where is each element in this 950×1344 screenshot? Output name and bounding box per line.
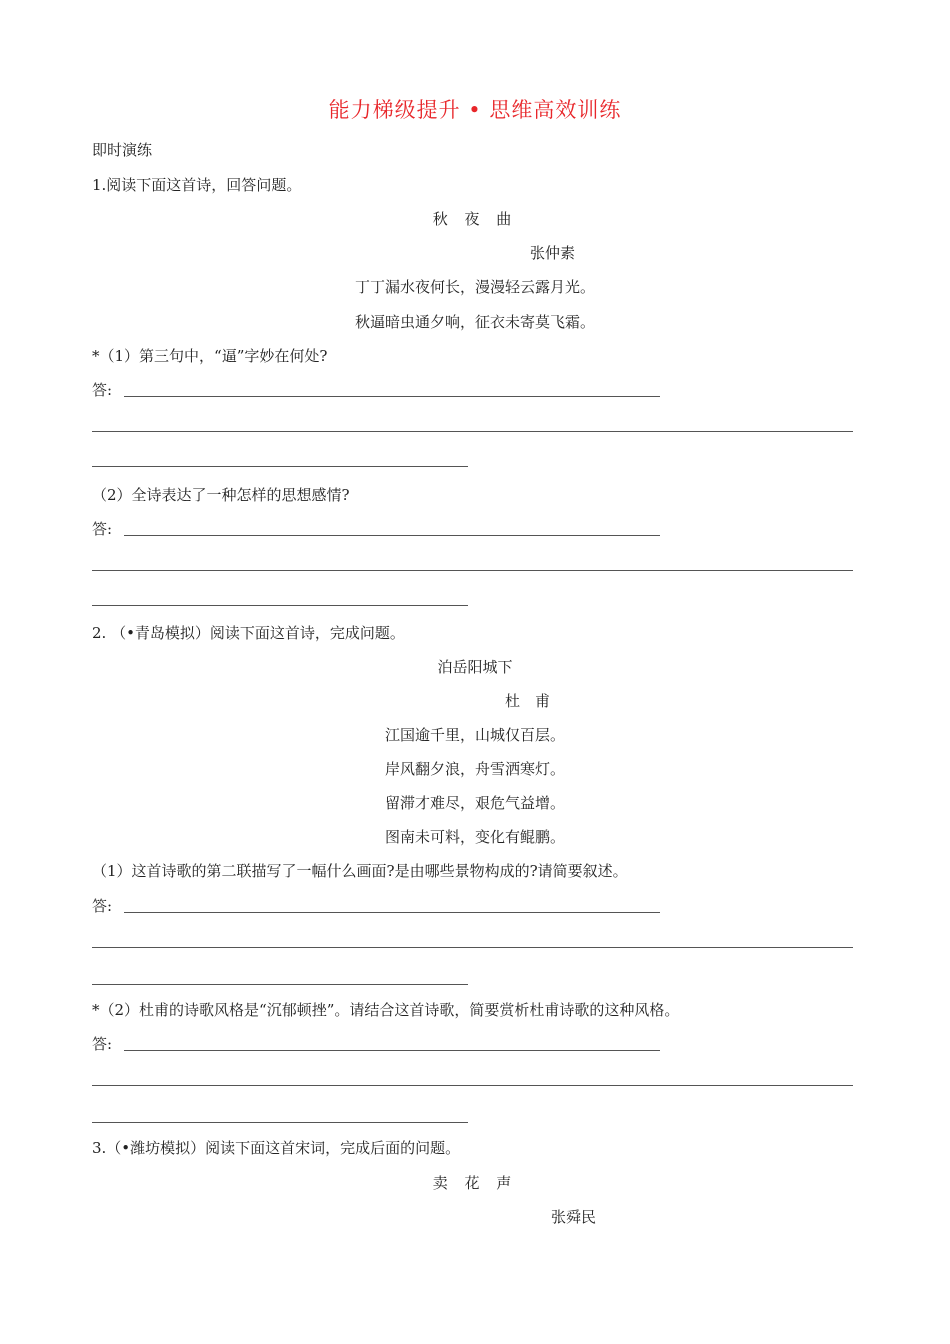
- q3-author: 张舜民: [551, 1208, 597, 1226]
- q3-prompt: 3.（•潍坊模拟）阅读下面这首宋词，完成后面的问题。: [92, 1139, 461, 1157]
- answer-label: 答:: [92, 520, 113, 538]
- q2-poem-line-2: 岸风翻夕浪，舟雪洒寒灯。: [384, 760, 565, 778]
- answer-line[interactable]: [124, 396, 660, 397]
- answer-label: 答:: [92, 1035, 113, 1053]
- answer-line[interactable]: [92, 984, 468, 985]
- q2-poem-line-1: 江国逾千里，山城仅百层。: [384, 726, 565, 744]
- answer-line[interactable]: [92, 947, 853, 948]
- q2-sub1: （1）这首诗歌的第二联描写了一幅什么画面?是由哪些景物构成的?请简要叙述。: [92, 862, 628, 880]
- q2-poem-line-3: 留滞才难尽，艰危气益增。: [384, 794, 565, 812]
- q1-sub2: （2）全诗表达了一种怎样的思想感情?: [92, 486, 350, 504]
- q1-poem-line-1: 丁丁漏水夜何长，漫漫轻云露月光。: [354, 278, 595, 296]
- q2-poem-title: 泊岳阳城下: [437, 658, 513, 676]
- answer-line[interactable]: [124, 912, 660, 913]
- answer-line[interactable]: [124, 535, 660, 536]
- answer-line[interactable]: [92, 466, 468, 467]
- q1-prompt: 1.阅读下面这首诗，回答问题。: [92, 176, 302, 194]
- q2-sub2: *（2）杜甫的诗歌风格是“沉郁顿挫”。请结合这首诗歌，简要赏析杜甫诗歌的这种风格。: [92, 1001, 680, 1019]
- answer-line[interactable]: [92, 570, 853, 571]
- q1-poem-title: 秋 夜 曲: [432, 210, 518, 228]
- q2-prompt: 2. （•青岛模拟）阅读下面这首诗，完成问题。: [92, 624, 405, 642]
- answer-line[interactable]: [92, 1122, 468, 1123]
- q2-poem-line-4: 图南未可料，变化有鲲鹏。: [384, 828, 565, 846]
- section-heading: 即时演练: [92, 141, 153, 159]
- answer-line[interactable]: [124, 1050, 660, 1051]
- answer-line[interactable]: [92, 431, 853, 432]
- answer-line[interactable]: [92, 1085, 853, 1086]
- page-title: 能力梯级提升 • 思维高效训练: [328, 98, 622, 122]
- q1-sub1: *（1）第三句中，“逼”字妙在何处?: [92, 347, 328, 365]
- q3-poem-title: 卖 花 声: [432, 1174, 518, 1192]
- answer-label: 答:: [92, 381, 113, 399]
- q1-poem-line-2: 秋逼暗虫通夕响，征衣未寄莫飞霜。: [354, 313, 595, 331]
- q2-author: 杜 甫: [505, 692, 551, 710]
- q1-author: 张仲素: [530, 244, 576, 262]
- answer-label: 答:: [92, 897, 113, 915]
- answer-line[interactable]: [92, 605, 468, 606]
